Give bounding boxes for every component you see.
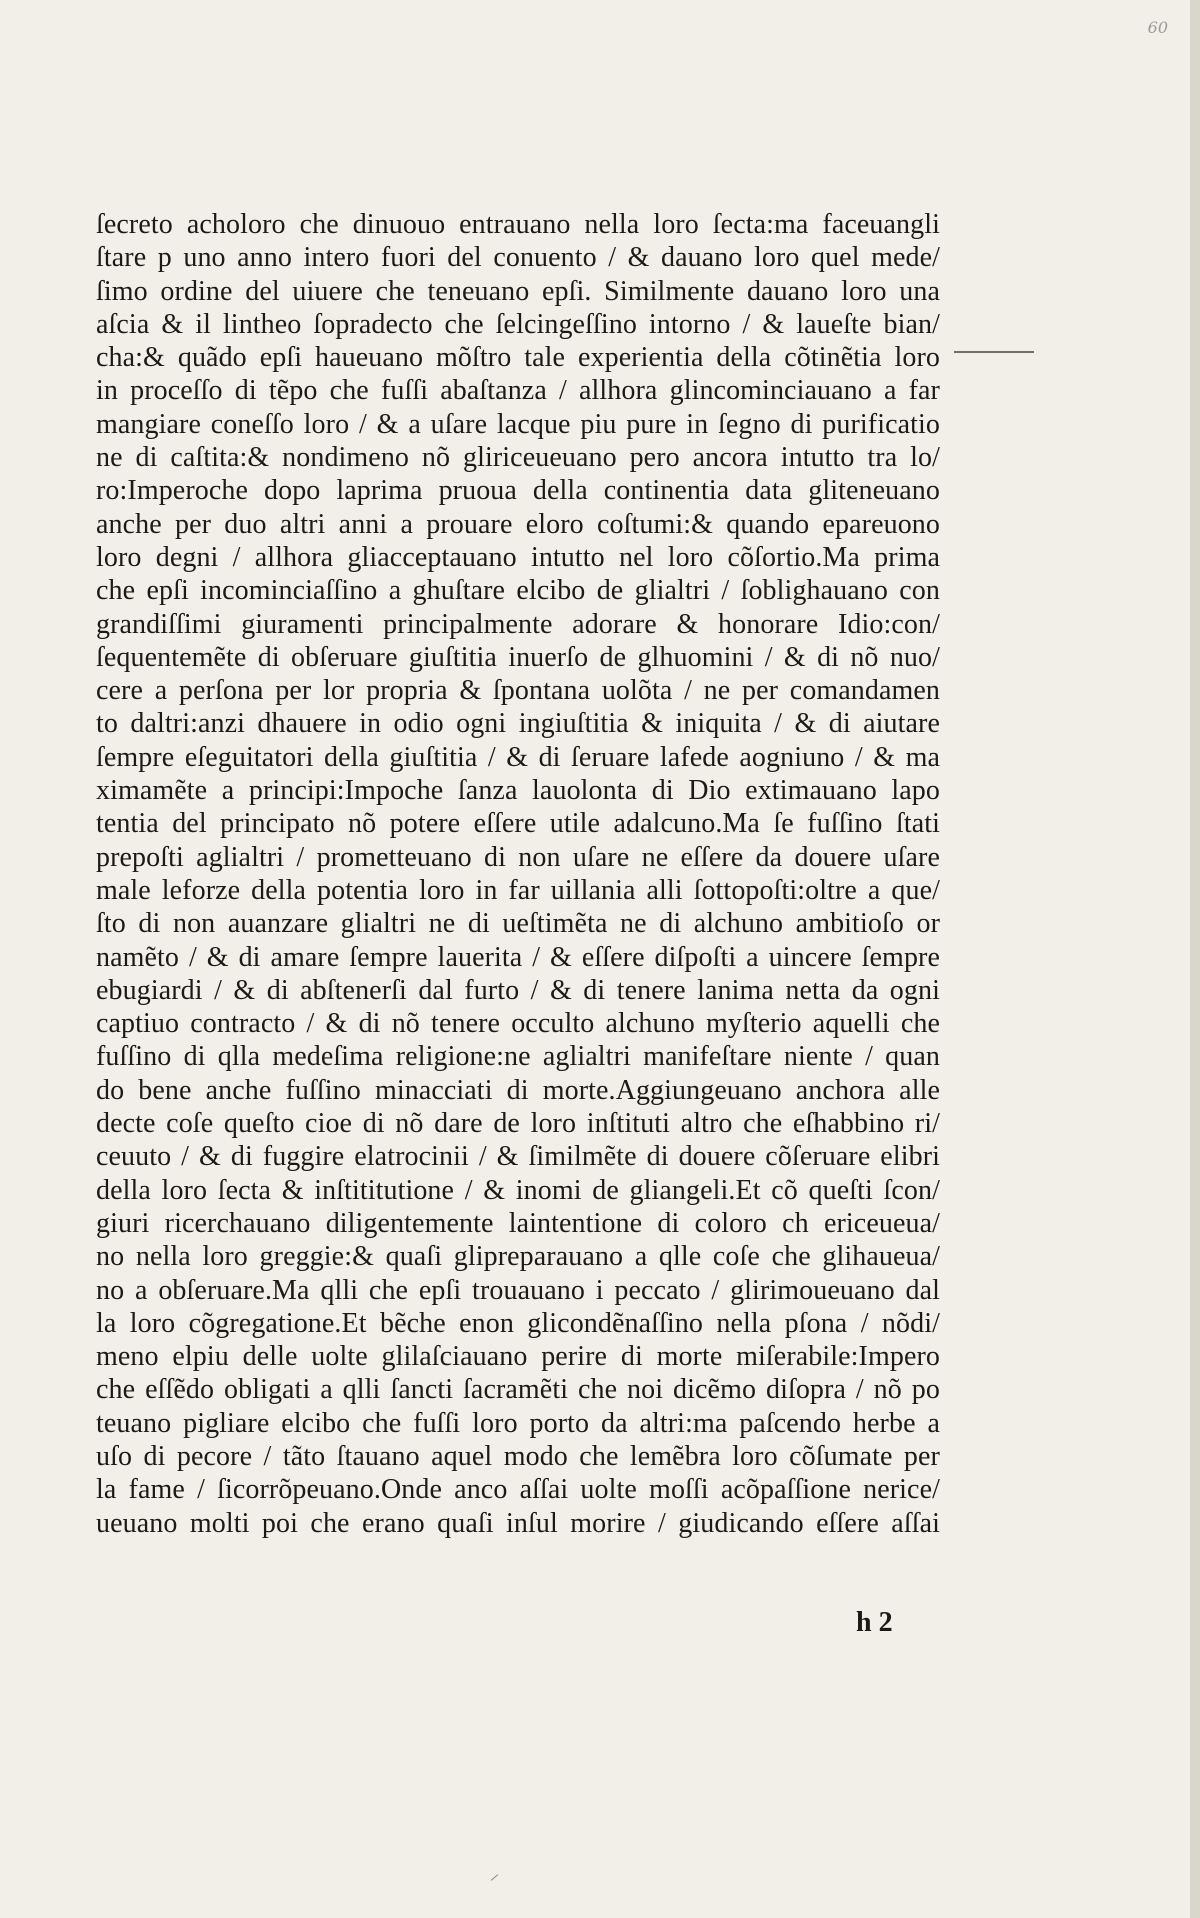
text-line: ſimo ordine del uiuere che teneuano epſi. Similmente dauano loro una [96,275,940,307]
text-line: fuſſino di qlla medeſima religione:ne aglialtri manifeſtare niente / quan [96,1041,940,1073]
text-line: do bene anche fuſſino minacciati di morte.Aggiungeuano anchora alle [96,1074,940,1106]
text-line: giuri ricerchauano diligentemente laintentione di coloro ch ericeueua/ [96,1207,940,1239]
text-line: uſo di pecore / tãto ſtauano aquel modo che lemẽbra loro cõſumate per [96,1440,940,1472]
text-line: la fame / ſicorrõpeuano.Onde anco aſſai uolte moſſi acõpaſſione nerice/ [96,1474,940,1506]
text-line: della loro ſecta & inſtititutione / & inomi de gliangeli.Et cõ queſti ſcon/ [96,1174,940,1206]
text-line: ueuano molti poi che erano quaſi inſul morire / giudicando eſſere aſſai [96,1507,940,1539]
text-line: captiuo contracto / & di nõ tenere occulto alchuno myſterio aquelli che [96,1008,940,1040]
text-line: ro:Imperoche dopo laprima pruoua della continentia data gliteneuano [96,475,940,507]
text-line: teuano pigliare elcibo che fuſſi loro porto da altri:ma paſcendo herbe a [96,1407,940,1439]
text-line: male leforze della potentia loro in far uillania alli ſottopoſti:oltre a que/ [96,874,940,906]
text-line: meno elpiu delle uolte glilaſciauano perire di morte miſerabile:Impero [96,1341,940,1373]
text-line: ſto di non auanzare glialtri ne di ueſtimẽta ne di alchuno ambitioſo or [96,908,940,940]
text-line: cha:& quãdo epſi haueuano mõſtro tale experientia della cõtinẽtia loro [96,342,940,374]
text-line: decte coſe queſto cioe di nõ dare de loro inſtituti altro che eſhabbino ri/ [96,1108,940,1140]
text-line: namẽto / & di amare ſempre lauerita / & eſſere diſpoſti a uincere ſempre [96,941,940,973]
text-line: no a obſeruare.Ma qlli che epſi trouauano i peccato / glirimoueuano dal [96,1274,940,1306]
text-line: aſcia & il lintheo ſopradecto che ſelcingeſſino intorno / & laueſte bian/ [96,308,940,340]
text-line: tentia del principato nõ potere eſſere utile adalcuno.Ma ſe fuſſino ſtati [96,808,940,840]
text-line: ebugiardi / & di abſtenerſi dal furto / & di tenere lanima netta da ogni [96,974,940,1006]
folio-number: 60 [1147,18,1168,37]
signature-mark: h 2 [856,1607,893,1638]
text-line: ſequentemẽte di obſeruare giuſtitia inuerſo de glhuomini / & di nõ nuo/ [96,641,940,673]
text-line: cere a perſona per lor propria & ſpontana uolõta / ne per comandamen [96,675,940,707]
text-line: la loro cõgregatione.Et bẽche enon glicondẽnaſſino nella pſona / nõdi/ [96,1307,940,1339]
text-line: grandiſſimi giuramenti principalmente adorare & honorare Idio:con/ [96,608,940,640]
text-line: ſtare p uno anno intero fuori del conuento / & dauano loro quel mede/ [96,242,940,274]
text-line: che epſi incominciaſſino a ghuſtare elcibo de glialtri / ſoblighauano con [96,575,940,607]
text-line: ceuuto / & di fuggire elatrocinii / & ſimilmẽte di douere cõſeruare elibri [96,1141,940,1173]
text-line: loro degni / allhora gliacceptauano intutto nel loro cõſortio.Ma prima [96,541,940,573]
margin-rule [954,351,1034,353]
paper-mark [491,1874,499,1881]
text-line: ne di caſtita:& nondimeno nõ gliriceueuano pero ancora intutto tra lo/ [96,442,940,474]
text-line: to daltri:anzi dhauere in odio ogni ingiuſtitia & iniquita / & di aiutare [96,708,940,740]
text-line: mangiare coneſſo loro / & a uſare lacque piu pure in ſegno di purificatio [96,408,940,440]
text-line: che eſſẽdo obligati a qlli ſancti ſacramẽti che noi dicẽmo diſopra / nõ po [96,1374,940,1406]
text-line: ximamẽte a principi:Impoche ſanza lauolonta di Dio extimauano lapo [96,775,940,807]
text-line: prepoſti aglialtri / prometteuano di non uſare ne eſſere da douere uſare [96,841,940,873]
text-block [96,208,940,1540]
text-line: in proceſſo di tẽpo che fuſſi abaſtanza / allhora glincominciauano a far [96,375,940,407]
text-line: ſempre eſeguitatori della giuſtitia / & di ſeruare lafede aogniuno / & ma [96,741,940,773]
text-line: ſecreto acholoro che dinuouo entrauano nella loro ſecta:ma faceuangli [96,209,940,240]
text-line: anche per duo altri anni a prouare eloro coſtumi:& quando epareuono [96,508,940,540]
text-line: no nella loro greggie:& quaſi glipreparauano a qlle coſe che glihaueua/ [96,1241,940,1273]
